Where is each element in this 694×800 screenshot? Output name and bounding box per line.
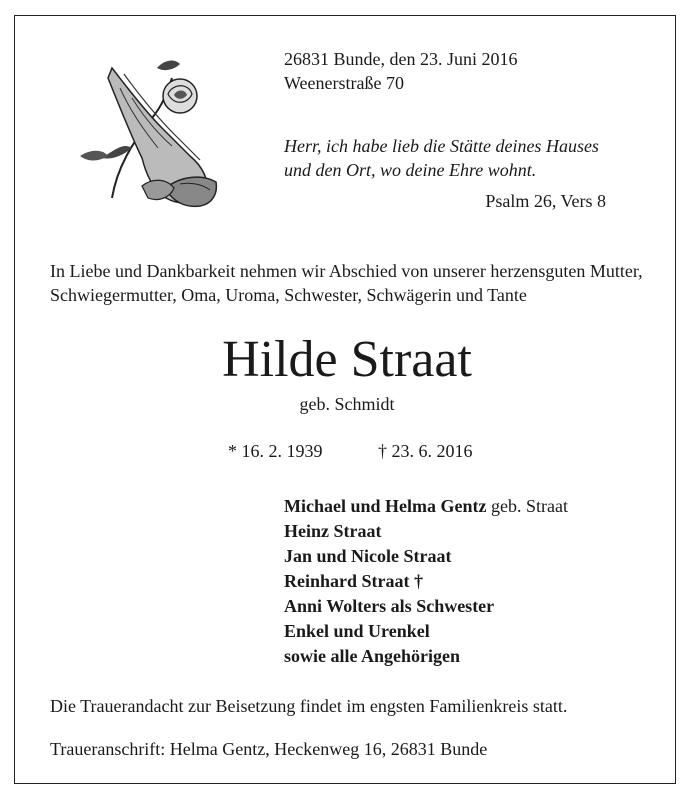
place-date: 26831 Bunde, den 23. Juni 2016	[284, 49, 518, 69]
mourner-1-suffix: geb. Straat	[490, 496, 568, 516]
maiden-name: geb. Schmidt	[299, 394, 395, 414]
mourner-4: Reinhard Straat †	[284, 571, 423, 591]
intro-line-1: In Liebe und Dankbarkeit nehmen wir Abschied von unserer herzensguten Mutter,	[50, 261, 643, 281]
mourner-1	[284, 495, 568, 517]
verse-line-2: und den Ort, wo deine Ehre wohnt.	[284, 160, 537, 180]
praying-hands-rose-icon	[62, 48, 224, 208]
mourner-5: Anni Wolters als Schwester	[284, 596, 495, 616]
mourner-2: Heinz Straat	[284, 521, 382, 541]
mourner-6: Enkel und Urenkel	[284, 621, 430, 641]
deceased-name: Hilde Straat	[222, 331, 472, 388]
mourning-address: Traueranschrift: Helma Gentz, Heckenweg 16, 26831 Bunde	[50, 739, 488, 759]
mourner-3: Jan und Nicole Straat	[284, 546, 452, 566]
verse-line-1: Herr, ich habe lieb die Stätte deines Hauses	[284, 136, 599, 156]
verse-reference: Psalm 26, Vers 8	[485, 191, 606, 211]
birth-date: * 16. 2. 1939	[228, 441, 323, 461]
ceremony-notice: Die Trauerandacht zur Beisetzung findet im engsten Familienkreis statt.	[50, 696, 568, 716]
death-date: † 23. 6. 2016	[378, 441, 473, 461]
mourner-1-name: Michael und Helma Gentz	[284, 496, 487, 516]
mourner-7: sowie alle Angehörigen	[284, 646, 460, 666]
intro-line-2: Schwiegermutter, Oma, Uroma, Schwester, Schwägerin und Tante	[50, 285, 527, 305]
street-address: Weenerstraße 70	[284, 73, 404, 93]
